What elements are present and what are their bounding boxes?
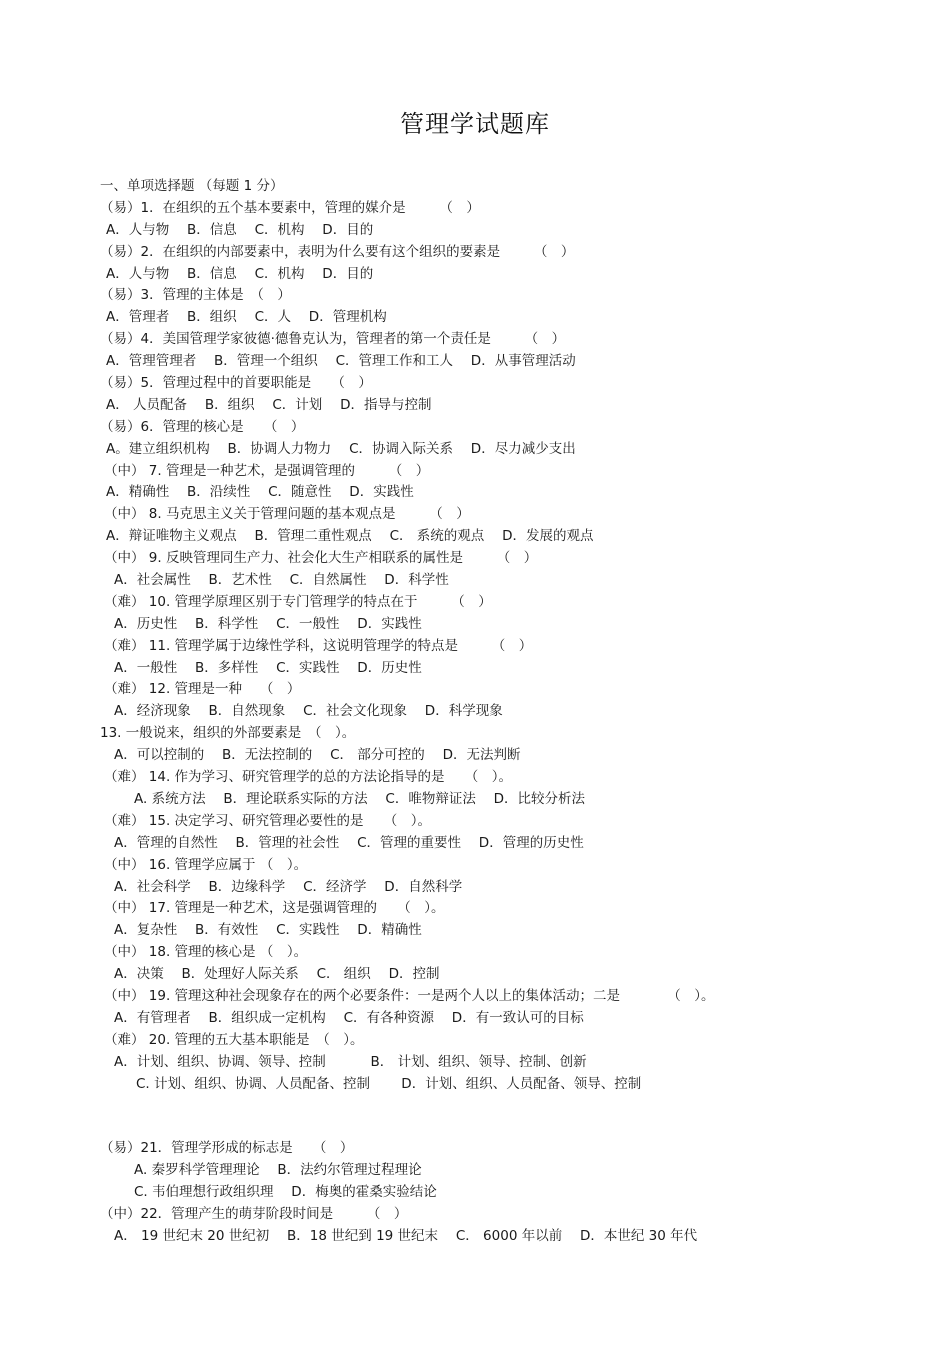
- question-line: （易）1．在组织的五个基本要素中，管理的媒介是 （ ）: [100, 199, 480, 216]
- question-line: （难） 11. 管理学属于边缘性学科，这说明管理学的特点是 （ ）: [104, 637, 533, 654]
- question-line: （中） 18. 管理的核心是 （ ）。: [104, 944, 308, 961]
- question-line: A．计划、组织、协调、领导、控制 B． 计划、组织、领导、控制、创新: [114, 1053, 587, 1070]
- question-line: C. 韦伯理想行政组织理 D．梅奥的霍桑实验结论: [134, 1184, 437, 1201]
- question-line: （易）3．管理的主体是 （ ）: [100, 287, 291, 304]
- question-line: A．经济现象 B．自然现象 C．社会文化现象 D．科学现象: [114, 703, 503, 720]
- question-line: （中） 17. 管理是一种艺术，这是强调管理的 （ ）。: [104, 900, 445, 917]
- question-line: C. 计划、组织、协调、人员配备、控制 D．计划、组织、人员配备、领导、控制: [136, 1075, 642, 1092]
- question-line: （难） 15. 决定学习、研究管理必要性的是 （ ）。: [104, 812, 432, 829]
- question-line: A．复杂性 B．有效性 C．实践性 D．精确性: [114, 922, 422, 939]
- question-line: （中）22．管理产生的萌芽阶段时间是 （ ）: [100, 1206, 408, 1223]
- question-line: A．有管理者 B．组织成一定机构 C．有各种资源 D．有一致认可的目标: [114, 1009, 584, 1026]
- question-line: A．管理的自然性 B．管理的社会性 C．管理的重要性 D．管理的历史性: [114, 834, 584, 851]
- question-line: （易）6．管理的核心是 （ ）: [100, 418, 305, 435]
- question-line: A. 秦罗科学管理理论 B．法约尔管理过程理论: [134, 1162, 422, 1179]
- question-line: A．社会科学 B．边缘科学 C．经济学 D．自然科学: [114, 878, 463, 895]
- question-line: （中） 9. 反映管理同生产力、社会化大生产相联系的属性是 （ ）: [104, 550, 538, 567]
- question-line: A．可以控制的 B．无法控制的 C． 部分可控的 D．无法判断: [114, 747, 521, 764]
- question-line: （易）21．管理学形成的标志是 （ ）: [100, 1140, 354, 1157]
- question-line: A．人与物 B．信息 C．机构 D．目的: [106, 221, 374, 238]
- question-line: （难） 14. 作为学习、研究管理学的总的方法论指导的是 （ ）。: [104, 769, 513, 786]
- question-line: （易）4．美国管理学家彼德·德鲁克认为，管理者的第一个责任是 （ ）: [100, 331, 566, 348]
- question-line: （易）5．管理过程中的首要职能是 （ ）: [100, 375, 372, 392]
- question-line: A．管理管理者 B．管理一个组织 C．管理工作和工人 D．从事管理活动: [106, 353, 576, 370]
- question-line: A． 人员配备 B．组织 C．计划 D．指导与控制: [106, 396, 432, 413]
- question-line: A. 系统方法 B．理论联系实际的方法 C．唯物辩证法 D．比较分析法: [134, 790, 586, 807]
- page-title: 管理学试题库: [400, 110, 550, 138]
- question-line: 13. 一般说来，组织的外部要素是 （ ）。: [100, 725, 356, 742]
- question-line: A．管理者 B．组织 C．人 D．管理机构: [106, 309, 387, 326]
- question-line: A．一般性 B．多样性 C．实践性 D．历史性: [114, 659, 422, 676]
- question-line: （中） 7. 管理是一种艺术，是强调管理的 （ ）: [104, 462, 430, 479]
- question-line: A．辩证唯物主义观点 B．管理二重性观点 C． 系统的观点 D．发展的观点: [106, 528, 594, 545]
- question-line: （难） 20. 管理的五大基本职能是 （ ）。: [104, 1031, 364, 1048]
- question-line: A．社会属性 B．艺术性 C．自然属性 D．科学性: [114, 572, 449, 589]
- question-line: （难） 12. 管理是一种 （ ）: [104, 681, 301, 698]
- question-line: （中） 19. 管理这种社会现象存在的两个必要条件：一是两个人以上的集体活动；二是 （ ）。: [104, 987, 715, 1004]
- question-line: A．决策 B．处理好人际关系 C． 组织 D．控制: [114, 966, 440, 983]
- question-line: A．精确性 B．沿续性 C．随意性 D．实践性: [106, 484, 414, 501]
- question-line: A．历史性 B．科学性 C．一般性 D．实践性: [114, 615, 422, 632]
- question-line: 一、单项选择题 （每题 1 分）: [100, 178, 284, 194]
- question-list: [0, 176, 950, 1248]
- section-gap: [0, 1095, 950, 1138]
- question-line: （中） 8. 马克思主义关于管理问题的基本观点是 （ ）: [104, 506, 470, 523]
- question-line: A．人与物 B．信息 C．机构 D．目的: [106, 265, 374, 282]
- question-line: A． 19 世纪末 20 世纪初 B．18 世纪到 19 世纪末 C． 6000 年以前 D．本世纪 30 年代: [114, 1227, 698, 1244]
- question-line: （难） 10. 管理学原理区别于专门管理学的特点在于 （ ）: [104, 593, 492, 610]
- question-line: （中） 16. 管理学应属于 （ ）。: [104, 856, 308, 873]
- question-line: （易）2．在组织的内部要素中，表明为什么要有这个组织的要素是 （ ）: [100, 243, 575, 260]
- question-line: A。建立组织机构 B．协调人力物力 C．协调入际关系 D．尽力减少支出: [106, 440, 576, 457]
